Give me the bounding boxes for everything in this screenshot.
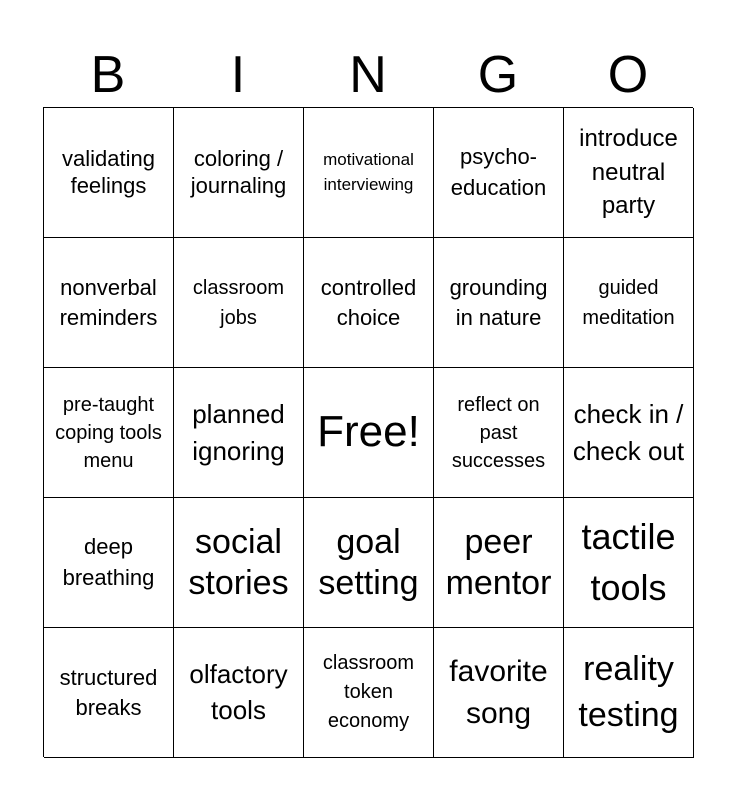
bingo-cell[interactable] [304, 238, 434, 368]
bingo-grid [43, 107, 693, 757]
cell-text: psycho-education [450, 143, 547, 200]
bingo-cell[interactable] [174, 238, 304, 368]
bingo-cell[interactable] [174, 628, 304, 758]
cell-text: validating feelings [62, 146, 155, 198]
cell-text: reality testing [578, 649, 679, 734]
cell-text: nonverbal reminders [59, 274, 158, 330]
bingo-header [43, 44, 693, 106]
cell-text: introduce neutral party [579, 125, 678, 220]
header-letter-i: I [230, 46, 246, 104]
bingo-cell[interactable] [304, 108, 434, 238]
bingo-cell[interactable] [434, 498, 564, 628]
header-letter-g: G [477, 46, 519, 104]
cell-text: grounding in nature [449, 274, 548, 330]
bingo-cell[interactable] [44, 238, 174, 368]
cell-text: deep breathing [62, 533, 155, 590]
header-letter-o: O [607, 46, 649, 104]
free-space[interactable] [304, 368, 434, 498]
cell-text: classroom token economy [322, 652, 415, 732]
bingo-cell[interactable] [44, 498, 174, 628]
bingo-cell[interactable] [564, 368, 694, 498]
cell-text: tactile tools [581, 516, 676, 608]
cell-text: reflect on past successes [451, 393, 546, 472]
bingo-cell[interactable] [564, 108, 694, 238]
bingo-cell[interactable] [304, 628, 434, 758]
bingo-cell[interactable] [434, 628, 564, 758]
bingo-cell[interactable] [174, 498, 304, 628]
cell-text: check in / check out [572, 399, 685, 466]
bingo-cell[interactable] [434, 108, 564, 238]
header-letter-n: N [349, 46, 387, 104]
cell-text: pre-taught coping tools menu [55, 393, 162, 472]
bingo-cell[interactable] [434, 238, 564, 368]
bingo-cell[interactable] [44, 108, 174, 238]
bingo-cell[interactable] [44, 368, 174, 498]
bingo-cell[interactable] [564, 238, 694, 368]
bingo-cell[interactable] [434, 368, 564, 498]
bingo-cell[interactable] [564, 498, 694, 628]
cell-text: goal setting [318, 522, 419, 602]
bingo-cell[interactable] [174, 108, 304, 238]
cell-text: favorite song [449, 654, 548, 730]
cell-text: classroom jobs [192, 276, 285, 329]
cell-text: planned ignoring [192, 399, 285, 466]
cell-text: olfactory tools [189, 659, 288, 725]
cell-text: structured breaks [59, 664, 158, 720]
cell-text: controlled choice [320, 274, 417, 330]
free-space-text: Free! [317, 407, 420, 457]
cell-text: guided meditation [582, 276, 675, 329]
cell-text: motivational interviewing [323, 149, 414, 194]
bingo-cell[interactable] [174, 368, 304, 498]
bingo-cell[interactable] [564, 628, 694, 758]
cell-text: peer mentor [445, 522, 552, 602]
bingo-cell[interactable] [44, 628, 174, 758]
bingo-cell[interactable] [304, 498, 434, 628]
cell-text: coloring / journaling [190, 146, 287, 198]
cell-text: social stories [188, 522, 289, 602]
header-letter-b: B [90, 46, 126, 104]
